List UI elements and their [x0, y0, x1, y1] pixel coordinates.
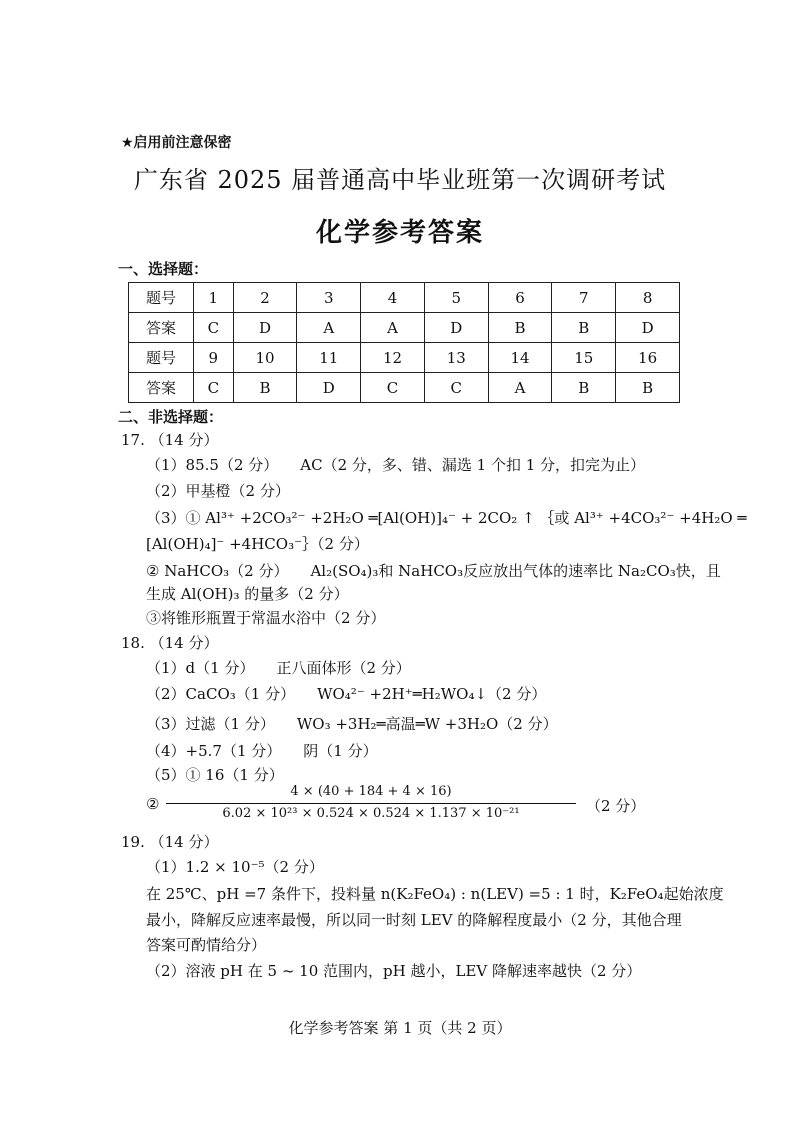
table-cell: C: [194, 313, 234, 343]
table-cell: 3: [297, 283, 361, 313]
q17-part3-2-answer: ② NaHCO₃（2 分）: [146, 562, 289, 580]
q19-line-5: （2）溶液 pH 在 5 ~ 10 范围内，pH 越小，LEV 降解速率越快（2 分）: [146, 962, 642, 980]
q18-part3-equation: WO₃ +3H₂═高温═W +3H₂O（2 分）: [296, 715, 558, 733]
q18-part1-shape: 正八面体形（2 分）: [276, 659, 411, 677]
table-row-header: 答案: [129, 313, 194, 343]
table-row: [129, 313, 680, 343]
table-cell: 7: [552, 283, 616, 313]
q18-part4-answer: （4）+5.7（1 分）: [146, 742, 282, 760]
table-cell: A: [488, 373, 552, 403]
table-cell: 5: [424, 283, 488, 313]
table-cell: 4: [361, 283, 425, 313]
q17-part3-2-reason: Al₂(SO₄)₃和 NaHCO₃反应放出气体的速率比 Na₂CO₃快，且: [310, 562, 721, 580]
q17-line-1: [146, 455, 645, 475]
table-cell: 14: [488, 343, 552, 373]
table-row: [129, 283, 680, 313]
q19-line-4: 答案可酌情给分）: [146, 936, 267, 954]
q18-part3-answer: （3）过滤（1 分）: [146, 715, 275, 733]
q19-heading: 19. （14 分）: [121, 833, 219, 851]
table-cell: 2: [233, 283, 297, 313]
fraction-bar: [166, 803, 576, 804]
table-cell: C: [424, 373, 488, 403]
q19-line-1: （1）1.2 × 10⁻⁵（2 分）: [146, 858, 324, 876]
table-cell: D: [616, 313, 680, 343]
q17-line-3: （3）① Al³⁺ +2CO₃²⁻ +2H₂O ═[Al(OH)]₄⁻ + 2CO₂ ↑ ｛或 Al³⁺ +4CO₃²⁻ +4H₂O ═: [146, 509, 747, 527]
table-cell: D: [424, 313, 488, 343]
table-cell: B: [616, 373, 680, 403]
exam-title: 广东省 2025 届普通高中毕业班第一次调研考试: [133, 166, 667, 194]
table-row-header: 题号: [129, 343, 194, 373]
table-cell: B: [552, 313, 616, 343]
formula-numerator: 4 × (40 + 184 + 4 × 16): [290, 784, 452, 799]
q18-part5-2-marker: ②: [146, 795, 160, 813]
q19-line-3: 最小，降解反应速率最慢，所以同一时刻 LEV 的降解程度最小（2 分，其他合理: [146, 911, 682, 929]
table-row-header: 题号: [129, 283, 194, 313]
q17-heading: 17. （14 分）: [121, 431, 219, 449]
formula-denominator: 6.02 × 10²³ × 0.524 × 0.524 × 1.137 × 10⁻²¹: [222, 806, 520, 821]
table-cell: A: [361, 313, 425, 343]
q17-part1-choice: AC（2 分，多、错、漏选 1 个扣 1 分，扣完为止）: [300, 456, 646, 474]
q17-line-6: 生成 Al(OH)₃ 的量多（2 分）: [146, 585, 349, 603]
q18-line-2: [146, 684, 546, 704]
table-row-header: 答案: [129, 373, 194, 403]
q18-line-4: [146, 741, 378, 761]
q17-part1-answer: （1）85.5（2 分）: [146, 456, 279, 474]
table-cell: 1: [194, 283, 234, 313]
q18-line-5: （5）① 16（1 分）: [146, 766, 284, 784]
q18-part1-answer: （1）d（1 分）: [146, 659, 255, 677]
q17-line-7: ③将锥形瓶置于常温水浴中（2 分）: [146, 609, 386, 627]
table-cell: B: [233, 373, 297, 403]
table-cell: B: [488, 313, 552, 343]
q18-part4-electrode: 阴（1 分）: [303, 742, 378, 760]
multiple-choice-answer-table: [128, 282, 680, 403]
answer-key-title: 化学参考答案: [315, 218, 484, 248]
table-cell: 12: [361, 343, 425, 373]
table-cell: C: [361, 373, 425, 403]
q18-part2-answer: （2）CaCO₃（1 分）: [146, 685, 296, 703]
q19-line-2: 在 25℃、pH =7 条件下，投料量 n(K₂FeO₄) : n(LEV) =5 : 1 时，K₂FeO₄起始浓度: [146, 885, 724, 903]
table-cell: 11: [297, 343, 361, 373]
table-row: [129, 373, 680, 403]
q18-line-1: [146, 658, 411, 678]
q17-line-2: （2）甲基橙（2 分）: [146, 482, 290, 500]
table-cell: D: [233, 313, 297, 343]
table-cell: 15: [552, 343, 616, 373]
table-cell: 16: [616, 343, 680, 373]
table-cell: 6: [488, 283, 552, 313]
confidential-note: ★启用前注意保密: [121, 135, 232, 151]
section-multiple-choice-heading: 一、选择题：: [118, 260, 209, 278]
q18-line-3: [146, 714, 558, 734]
q18-heading: 18. （14 分）: [121, 634, 219, 652]
section-free-response-heading: 二、非选择题：: [118, 408, 224, 426]
table-cell: 10: [233, 343, 297, 373]
q18-part5-2-points: （2 分）: [586, 797, 646, 815]
table-row: [129, 343, 680, 373]
table-cell: 8: [616, 283, 680, 313]
table-cell: B: [552, 373, 616, 403]
page-footer: 化学参考答案 第 1 页（共 2 页）: [288, 1019, 512, 1037]
table-cell: 13: [424, 343, 488, 373]
table-cell: D: [297, 373, 361, 403]
table-cell: 9: [194, 343, 234, 373]
q17-line-4: [Al(OH)₄]⁻ +4HCO₃⁻｝（2 分）: [146, 535, 369, 553]
q17-line-5: [146, 561, 721, 581]
table-cell: A: [297, 313, 361, 343]
q18-part2-equation: WO₄²⁻ +2H⁺═H₂WO₄↓（2 分）: [317, 685, 547, 703]
table-cell: C: [194, 373, 234, 403]
